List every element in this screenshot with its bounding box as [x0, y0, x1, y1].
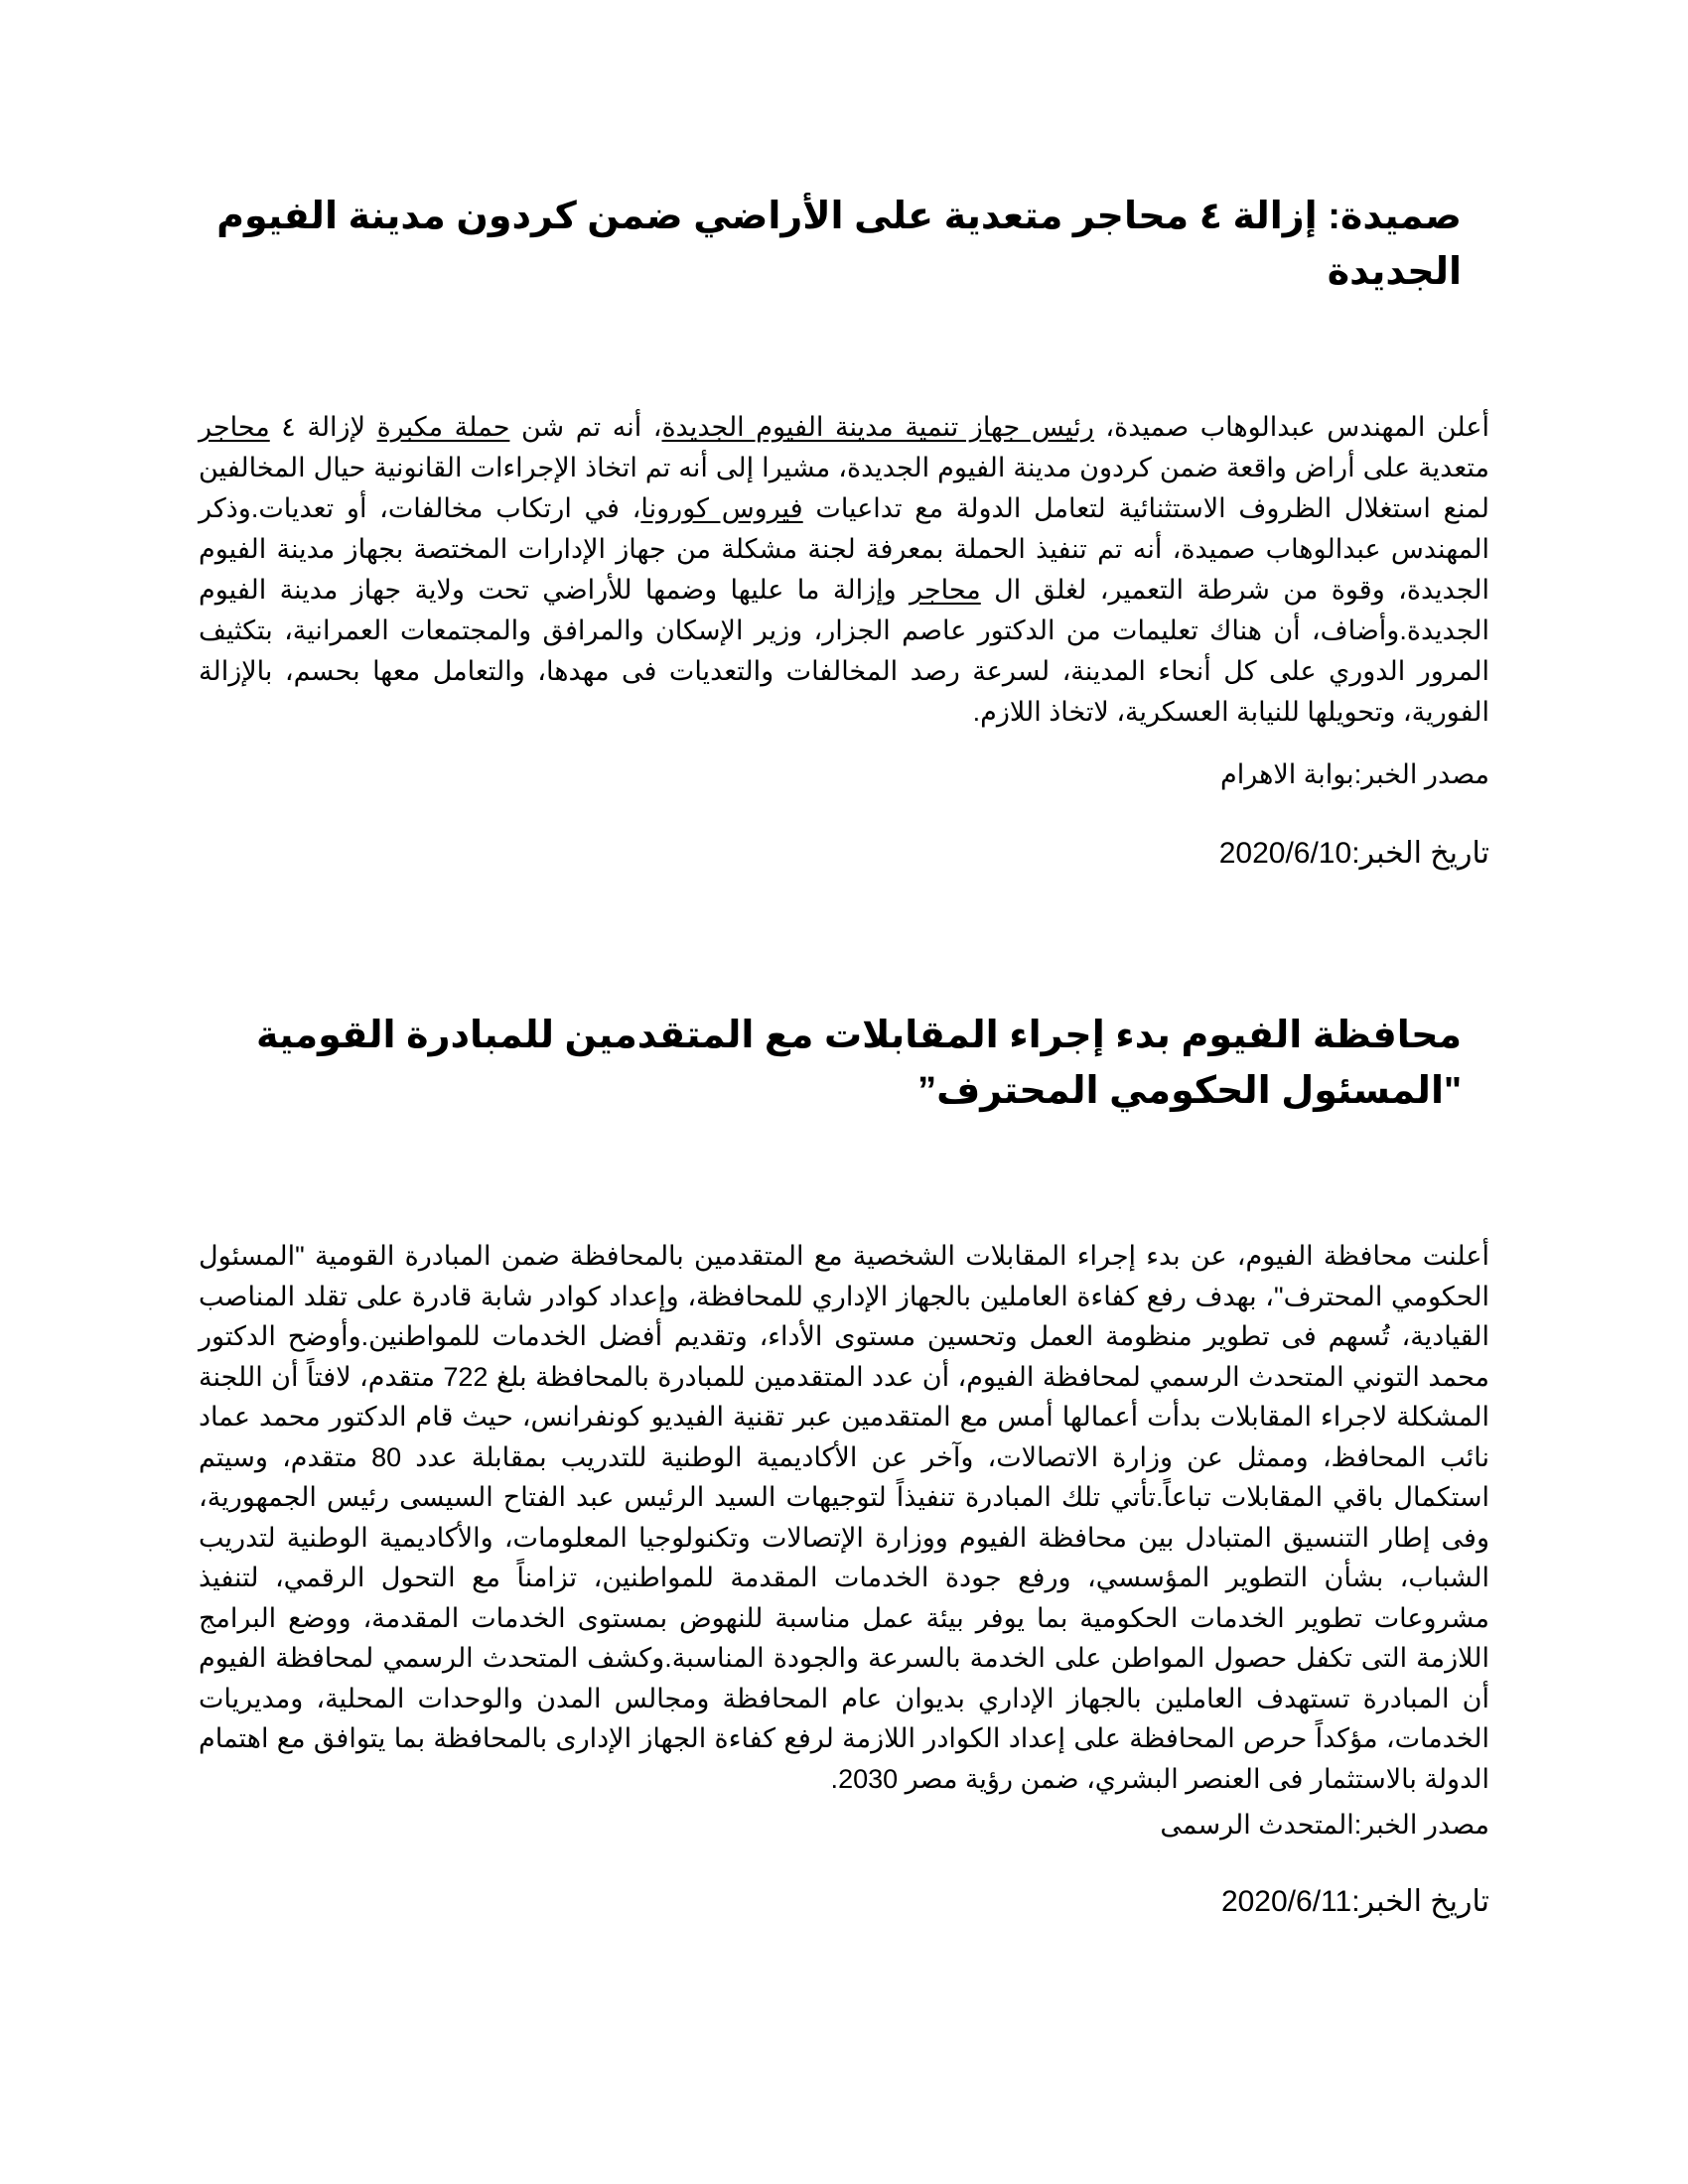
- underlined-phrase: رئيس جهاز تنمية مدينة الفيوم الجديدة: [661, 412, 1094, 442]
- body-segment: ، في ارتكاب مخالفات، أو تعديات.وذكر المهندس عبدالوهاب صميدة، أنه تم تنفيذ الحملة بمعرفة لجنة مشكلة من جهاز الإدارات المختصة بجهاز مدينة الفيوم الجديدة، وقوة من شرطة التعمير، لغلق ال: [199, 493, 1489, 605]
- body-segment: ، أنه تم شن: [509, 412, 662, 442]
- news-article: [199, 1008, 1489, 1922]
- body-segment: متعدية على أراض واقعة ضمن كردون مدينة الفيوم الجديدة، مشيرا إلى أنه تم اتخاذ الإجراءات القانونية حيال المخالفين لمنع استغلال الظروف الاستثنائية لتعامل الدولة مع تداعيات: [199, 453, 1489, 523]
- body-segment: وإزالة ما عليها وضمها للأراضي تحت ولاية جهاز مدينة الفيوم الجديدة.وأضاف، أن هناك تعليمات من الدكتور عاصم الجزار، وزير الإسكان والمرافق والمجتمعات العمرانية، بتكثيف المرور الدوري على كل أنحاء المدينة، لسرعة رصد المخالفات والتعديات فى مهدها، والتعامل معها بحسم، بالإزالة الفورية، وتحويلها للنيابة العسكرية، لاتخاذ اللازم.: [199, 575, 1489, 727]
- underlined-phrase: حملة مكبرة: [376, 412, 510, 442]
- underlined-phrase: فيروس كورونا: [640, 493, 803, 523]
- article-body: [199, 407, 1489, 733]
- body-segment: أعلن المهندس عبدالوهاب صميدة،: [1093, 412, 1489, 442]
- news-article: [199, 189, 1489, 874]
- article-source: مصدر الخبر:المتحدث الرسمى: [1160, 1810, 1489, 1840]
- underlined-phrase: محاجر: [910, 575, 981, 605]
- article-source: مصدر الخبر:بوابة الاهرام: [1219, 759, 1489, 789]
- body-segment: أعلنت محافظة الفيوم، عن بدء إجراء المقابلات الشخصية مع المتقدمين بالمحافظة ضمن المبادرة القومية "المسئول الحكومي المحترف"، بهدف رفع كفاءة العاملين بالجهاز الإداري للمحافظة، وإعداد كوادر شابة قادرة على تقلد المناصب القيادية، تُسهم فى تطوير منظومة العمل وتحسين مستوى الأداء، وتقديم أفضل الخدمات للمواطنين.وأوضح الدكتور محمد التوني المتحدث الرسمي لمحافظة الفيوم، أن عدد المتقدمين للمبادرة بالمحافظة بلغ 722 متقدم، لافتاً أن اللجنة المشكلة لاجراء المقابلات بدأت أعمالها أمس مع المتقدمين عبر تقنية الفيديو كونفرانس، حيث قام الدكتور محمد عماد نائب المحافظ، وممثل عن وزارة الاتصالات، وآخر عن الأكاديمية الوطنية للتدريب بمقابلة عدد 80 متقدم، وسيتم استكمال باقي المقابلات تباعاً.تأتي تلك المبادرة تنفيذاً لتوجيهات السيد الرئيس عبد الفتاح السيسى رئيس الجمهورية، وفى إطار التنسيق المتبادل بين محافظة الفيوم ووزارة الإتصالات وتكنولوجيا المعلومات، والأكاديمية الوطنية لتدريب الشباب، بشأن التطوير المؤسسي، ورفع جودة الخدمات المقدمة للمواطنين، تزامناً مع التحول الرقمي، لتنفيذ مشروعات تطوير الخدمات الحكومية بما يوفر بيئة عمل مناسبة للنهوض بمستوى الخدمات المقدمة، ووضع البرامج اللازمة التى تكفل حصول المواطن على الخدمة بالسرعة والجودة المناسبة.وكشف المتحدث الرسمي لمحافظة الفيوم أن المبادرة تستهدف العاملين بالجهاز الإداري بديوان عام المحافظة ومجالس المدن والوحدات المحلية، ومديريات الخدمات، مؤكداً حرص المحافظة على إعداد الكوادر اللازمة لرفع كفاءة الجهاز الإدارى بالمحافظة بما يتوافق مع اهتمام الدولة بالاستثمار فى العنصر البشري، ضمن رؤية مصر 2030.: [199, 1241, 1489, 1794]
- article-headline: صميدة: إزالة ٤ محاجر متعدية على الأراضي ضمن كردون مدينة الفيوم الجديدة: [216, 196, 1462, 293]
- article-headline: محافظة الفيوم بدء إجراء المقابلات مع المتقدمين للمبادرة القومية "المسئول الحكومي المحترف”: [256, 1015, 1462, 1112]
- article-body: [199, 1236, 1489, 1799]
- body-segment: لإزالة ٤: [269, 412, 377, 442]
- article-date: تاريخ الخبر:2020/6/11: [1220, 1885, 1489, 1918]
- underlined-phrase: محاجر: [199, 412, 270, 442]
- article-date: تاريخ الخبر:2020/6/10: [1218, 837, 1489, 870]
